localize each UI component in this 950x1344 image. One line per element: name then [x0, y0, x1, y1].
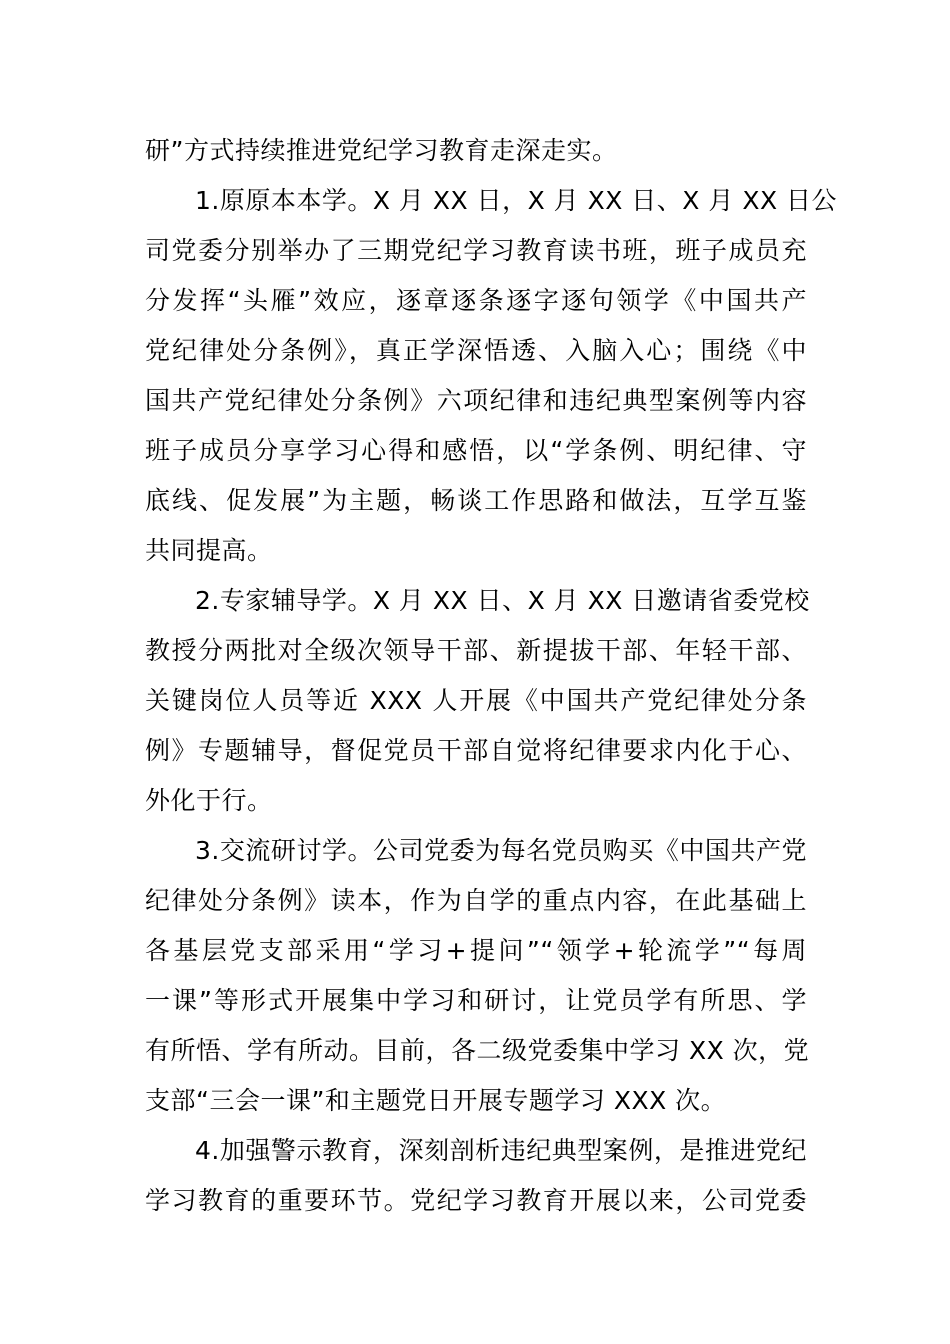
text-line-4: 分发挥“头雁”效应，逐章逐条逐字逐句领学《中国共产	[145, 286, 807, 315]
text-line-8: 底线、促发展”为主题，畅谈工作思路和做法，互学互鉴	[145, 486, 807, 515]
text-line-19: 有所悟、学有所动。目前，各二级党委集中学习 XX 次，党	[145, 1036, 810, 1065]
text-line-17: 各基层党支部采用“学习+提问”“领学+轮流学”“每周	[145, 936, 807, 965]
text-line-22: 学习教育的重要环节。党纪学习教育开展以来，公司党委	[145, 1186, 807, 1215]
text-line-14: 外化于行。	[145, 786, 273, 815]
text-line-12: 关键岗位人员等近 XXX 人开展《中国共产党纪律处分条	[145, 686, 807, 715]
paragraph-1-heading-line: 1.原原本本学。X 月 XX 日，X 月 XX 日、X 月 XX 日公	[195, 186, 838, 215]
text-line-18: 一课”等形式开展集中学习和研讨，让党员学有所思、学	[145, 986, 807, 1015]
text-line-1: 研”方式持续推进党纪学习教育走深走实。	[145, 136, 618, 165]
text-line-7: 班子成员分享学习心得和感悟，以“学条例、明纪律、守	[145, 436, 807, 465]
text-line-3: 司党委分别举办了三期党纪学习教育读书班，班子成员充	[145, 236, 807, 265]
text-line-5: 党纪律处分条例》，真正学深悟透、入脑入心；围绕《中	[145, 336, 807, 365]
paragraph-2-heading-line: 2.专家辅导学。X 月 XX 日、X 月 XX 日邀请省委党校	[195, 586, 810, 615]
paragraph-3-heading-line: 3.交流研讨学。公司党委为每名党员购买《中国共产党	[195, 836, 807, 865]
paragraph-4-heading-line: 4.加强警示教育，深刻剖析违纪典型案例，是推进党纪	[195, 1136, 807, 1165]
text-line-6: 国共产党纪律处分条例》六项纪律和违纪典型案例等内容	[145, 386, 807, 415]
text-line-20: 支部“三会一课”和主题党日开展专题学习 XXX 次。	[145, 1086, 727, 1115]
text-line-16: 纪律处分条例》读本，作为自学的重点内容，在此基础上	[145, 886, 807, 915]
text-line-11: 教授分两批对全级次领导干部、新提拔干部、年轻干部、	[145, 636, 807, 665]
text-line-13: 例》专题辅导，督促党员干部自觉将纪律要求内化于心、	[145, 736, 807, 765]
text-line-9: 共同提高。	[145, 536, 273, 565]
